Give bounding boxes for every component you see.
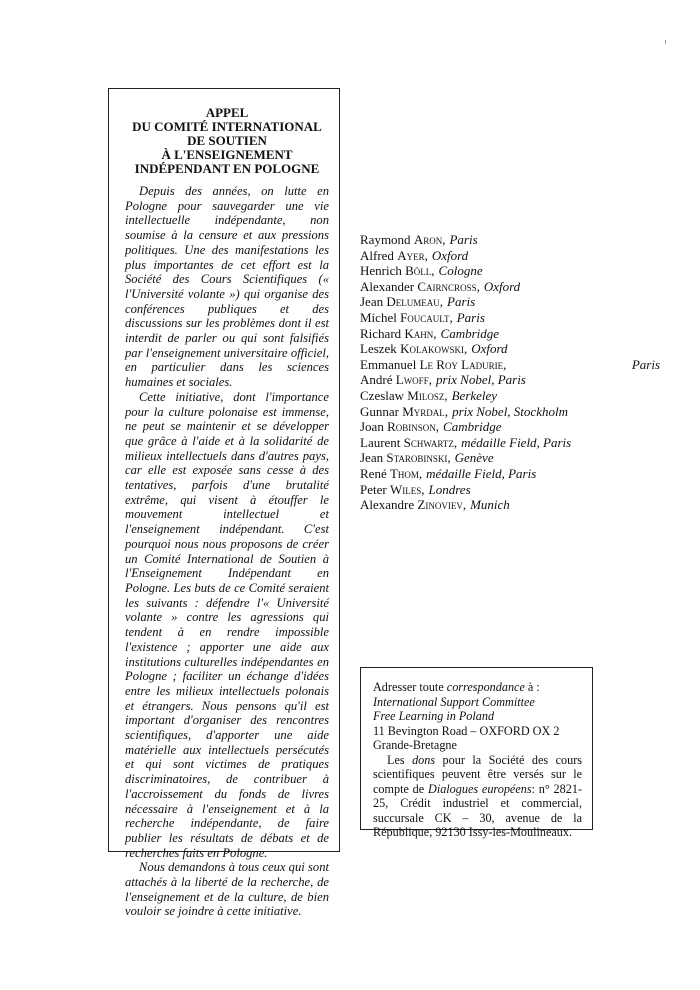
signatory-place: Oxford — [471, 341, 508, 357]
signatory-first-name: Alfred — [360, 247, 394, 263]
signatory-last-name: Milosz — [407, 387, 445, 403]
appeal-box — [108, 88, 340, 919]
appeal-body — [125, 184, 329, 919]
title-line: INDÉPENDANT EN POLOGNE — [134, 161, 320, 176]
donation-italic: dons — [412, 752, 436, 767]
signatory-last-name: Cairncross — [417, 278, 477, 294]
address-intro-end: à : — [527, 680, 540, 694]
signatory — [360, 326, 660, 342]
signatory-last-name: Kolakowski — [400, 341, 464, 357]
signatory-name: René Thom, — [360, 465, 423, 481]
address-intro — [373, 680, 582, 695]
appeal-paragraph: Cette initiative, dont l'importance pour la culture polonaise est immense, ne peut se maintenir et se développer que grâce à l'aide et à la solidarité de milieux intellectuels dans d'autres pays, car elle est exposée sans cesse à des tentatives, parfois d'une brutalité extrême, qui visent à étouffer le mouvement intellectuel et l'enseignement indépendant. C'est pourquoi nous nous proposons de créer un Comité International de Soutien à l'Enseignement Indépendant en Pologne. Les buts de ce Comité seraient les suivants : défendre l'« Université volante » contre les agressions qui tendent à en rendre impossible l'existence ; apporter une aide aux institutions culturelles indépendantes en Pologne ; faciliter un échange d'idées entre les milieux intellectuels polonais et étrangers. Nous pensons qu'il est important d'organiser des rencontres scientifiques, d'apporter une aide matérielle aux intellectuels persécutés et qui sont victimes de pratiques discriminatoires, de contribuer à l'accroissement du fonds de livres nécessaire à l'enseignement et à la recherche indépendante, de faire publier les résultats de débats et de recherches faits en Pologne. — [125, 389, 329, 860]
donation-journal: Dialogues européens — [428, 781, 532, 796]
signatory-name: Michel Foucault, — [360, 309, 453, 325]
signatory-first-name: Emmanuel — [360, 356, 417, 372]
title-line: DU COMITÉ INTERNATIONAL — [132, 119, 322, 134]
signatory — [360, 310, 660, 326]
margin-mark — [665, 40, 666, 44]
signatory — [360, 466, 660, 482]
signatory-last-name: Le Roy Ladurie — [419, 356, 504, 372]
signatory-place: Oxford — [431, 247, 469, 263]
signatory-name: Jean Delumeau, — [360, 294, 443, 310]
address-org-2: Free Learning in Poland — [373, 709, 495, 723]
signatory-name: Alexandre Zinoviev, — [360, 497, 467, 513]
appeal-title — [125, 106, 329, 176]
signatory-name: Jean Starobinski, — [360, 450, 451, 466]
appeal-paragraph: Depuis des années, on lutte en Pologne pour sauvegarder une vie intellectuelle indépendante, non soumise à la censure et aux pressions politiques. Une des manifestations les plus importantes de cet effort est la Société des Cours Scientifiques (« l'Université volante ») qui organise des conférences publiques et des discussions sur les problèmes dont il est interdit de parler ou qui sont falsifiés par l'enseignement universitaire officiel, en particulier dans les sciences humaines et sociales. — [125, 184, 329, 390]
signatory-first-name: Alexander — [360, 278, 415, 294]
signatory-last-name: Starobinski — [386, 450, 448, 466]
signatory-last-name: Böll — [405, 263, 432, 279]
address-country: Grande-Bretagne — [373, 738, 457, 752]
signatory-name: Richard Kahn, — [360, 325, 437, 341]
signatory-last-name: Foucault — [400, 309, 450, 325]
signatory-first-name: Gunnar — [360, 403, 399, 419]
signatory-name: Alexander Cairncross, — [360, 278, 480, 294]
signatory-first-name: Richard — [360, 325, 402, 341]
signatory — [360, 372, 660, 388]
signatory — [360, 482, 660, 498]
signatory-last-name: Kahn — [404, 325, 434, 341]
signatory-name: Emmanuel Le Roy Ladurie, — [360, 356, 507, 372]
signatory — [360, 419, 660, 435]
signatory-name: Joan Robinson, — [360, 419, 440, 435]
signatory-place: Berkeley — [451, 387, 498, 403]
signatory-name: Peter Wiles, — [360, 481, 425, 497]
signatory-place: Cambridge — [443, 419, 502, 435]
title-line: DE SOUTIEN — [187, 133, 267, 148]
signatory-place: médaille Field, Paris — [426, 465, 537, 481]
signatory-last-name: Lwoff — [395, 372, 429, 388]
signatory — [360, 435, 660, 451]
signatory-place: Oxford — [483, 278, 521, 294]
signatory-name: André Lwoff, — [360, 372, 432, 388]
signatory-last-name: Schwartz — [403, 434, 454, 450]
address-box — [360, 667, 593, 839]
address-street: 11 Bevington Road – OXFORD OX 2 — [373, 723, 560, 738]
signatory-name: Raymond Aron, — [360, 232, 446, 247]
signatory-last-name: Robinson — [387, 419, 436, 435]
title-line: À L'ENSEIGNEMENT — [161, 147, 293, 162]
signatory — [360, 497, 660, 513]
signatory-name: Czeslaw Milosz, — [360, 387, 448, 403]
signatory-last-name: Zinoviev — [417, 497, 463, 513]
signatory-place: Paris — [447, 294, 476, 310]
signatory-last-name: Aron — [413, 232, 443, 247]
signatory-place: médaille Field, Paris — [461, 434, 572, 450]
signatory-first-name: René — [360, 465, 387, 481]
signatory-name: Gunnar Myrdal, — [360, 403, 449, 419]
signatory-first-name: Joan — [360, 419, 384, 435]
signatory-place: prix Nobel, Stockholm — [452, 403, 568, 419]
signatory-place: Paris — [456, 309, 485, 325]
signatory-first-name: Henrich — [360, 263, 402, 279]
donation-end: : n° 2821-25, Crédit industriel et commercial, succursale CK – 30, avenue de la République, 92130 Issy-les-Moulineaux. — [373, 781, 582, 839]
signatory-last-name: Wiles — [389, 481, 422, 497]
signatory-first-name: Alexandre — [360, 497, 415, 513]
address-intro-text: Adresser toute — [373, 680, 444, 694]
signatory-place: Genève — [454, 450, 494, 466]
signatory-name: Alfred Ayer, — [360, 247, 428, 263]
signatory — [360, 263, 660, 279]
signatory — [360, 357, 660, 373]
signatory — [360, 248, 660, 264]
signatory-place: Paris — [449, 232, 478, 247]
signatory-first-name: Peter — [360, 481, 387, 497]
signatory-last-name: Thom — [389, 465, 419, 481]
signatory — [360, 388, 660, 404]
signatory — [360, 294, 660, 310]
signatory-place: Cologne — [438, 263, 483, 279]
signatory-place: prix Nobel, Paris — [435, 372, 526, 388]
signatory-last-name: Ayer — [397, 247, 425, 263]
signatory-last-name: Delumeau — [386, 294, 440, 310]
signatory-first-name: Laurent — [360, 434, 401, 450]
donation-pre: Les — [387, 752, 405, 767]
donation-mid: pour la Société des cours scientifiques peuvent être versés sur le compte de — [373, 752, 583, 796]
title-line: APPEL — [205, 105, 249, 120]
signatory-first-name: Raymond — [360, 232, 411, 247]
donation-note — [373, 753, 582, 840]
signatory-place: Paris — [631, 356, 660, 372]
signatory-list — [360, 232, 660, 513]
signatory-first-name: Jean — [360, 450, 384, 466]
appeal-paragraph: Nous demandons à tous ceux qui sont attachés à la liberté de la recherche, de l'enseignement et de la culture, de bien vouloir se joindre à cette initiative. — [125, 860, 329, 919]
signatory — [360, 232, 660, 248]
signatory — [360, 341, 660, 357]
address-intro-italic: correspondance — [446, 680, 525, 694]
signatory-first-name: Michel — [360, 309, 397, 325]
signatory — [360, 279, 660, 295]
signatory — [360, 404, 660, 420]
signatory-name: Leszek Kolakowski, — [360, 341, 468, 357]
signatory-place: Londres — [428, 481, 471, 497]
signatory-name: Laurent Schwartz, — [360, 434, 458, 450]
signatory-name: Henrich Böll, — [360, 263, 435, 279]
signatory-first-name: André — [360, 372, 393, 388]
signatory — [360, 450, 660, 466]
signatory-last-name: Myrdal — [402, 403, 445, 419]
signatory-first-name: Jean — [360, 294, 384, 310]
signatory-first-name: Czeslaw — [360, 387, 405, 403]
signatory-first-name: Leszek — [360, 341, 397, 357]
signatory-place: Cambridge — [440, 325, 500, 341]
address-org-1: International Support Committee — [373, 694, 535, 709]
signatory-place: Munich — [470, 497, 510, 513]
